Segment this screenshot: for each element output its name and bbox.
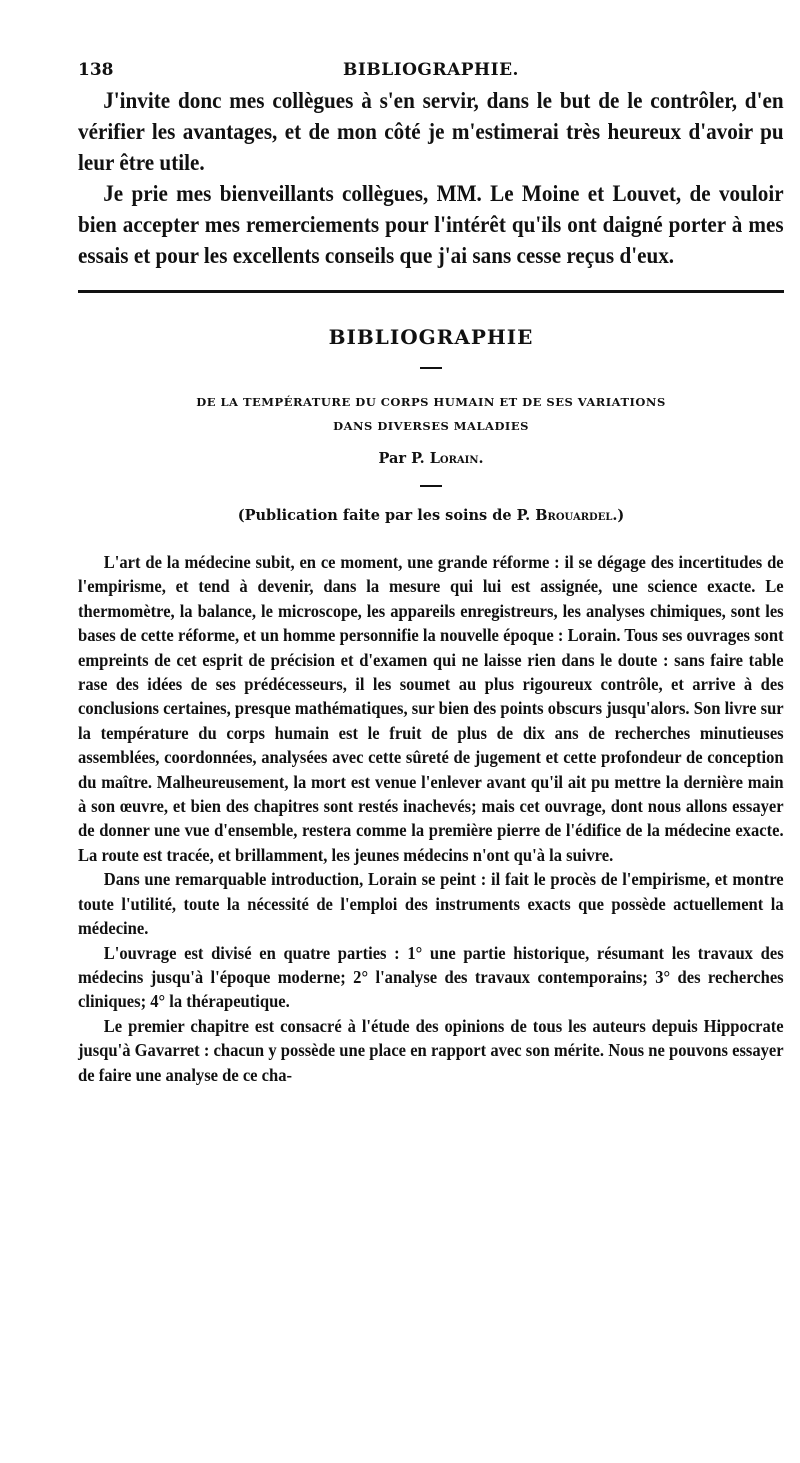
work-title-line1: DE LA TEMPÉRATURE DU CORPS HUMAIN ET DE SES VARIATIONS [196,395,666,409]
byline-prefix: Par P. [378,450,425,467]
editor-name: Brouardel.) [535,507,625,524]
author-name: Lorain. [429,450,484,467]
work-title-line2: DANS DIVERSES MALADIES [333,419,529,433]
intro-paragraph: J'invite donc mes collègues à s'en servir, dans le but de le contrôler, d'en vérifier les avantages, et de mon côté je m'estimerai très heureux d'avoir pu leur être utile. [78,88,784,176]
body-paragraph: Le premier chapitre est consacré à l'étude des opinions de tous les auteurs depuis Hippocrate jusqu'à Gavarret : chacun y possède une place en rapport avec son mérite. Nous ne pouvons essayer de faire une analyse de ce cha- [78,1015,784,1085]
body-paragraph: Dans une remarquable introduction, Lorain se peint : il fait le procès de l'empirisme, et montre toute l'utilité, toute la nécessité de l'emploi des instruments exacts que possède actuellement la médecine. [78,869,784,939]
publication-note [78,507,784,524]
running-title: BIBLIOGRAPHIE. [343,60,519,80]
section-rule [78,290,784,293]
title-dash [420,367,442,369]
section-title: BIBLIOGRAPHIE [328,325,534,349]
intro-text [78,86,784,272]
body-paragraph: L'art de la médecine subit, en ce moment, une grande réforme : il se dégage des incertitudes de l'empirisme, et tend à devenir, dans la mesure qui lui est assignée, une science exacte. Le thermomètre, la balance, le microscope, les appareils enregistreurs, les analyses chimiques, sont les bases de cette réforme, et un homme personnifie la nouvelle époque : Lorain. Tous ses ouvrages sont empreints de cet esprit de précision et d'examen qui ne laisse rien dans le doute : sans faire table rase des idées de ses prédécesseurs, il les soumet au plus rigoureux contrôle, et arrive à des conclusions certaines, presque mathématiques, sur bien des points obscurs jusqu'alors. Son livre sur la température du corps humain est le fruit de plus de dix ans de recherches minutieuses assemblées, coordonnées, analysées avec cette sûreté de jugement et cette profondeur de conception du maître. Malheureusement, la mort est venue l'enlever avant qu'il ait pu mettre la dernière main à son œuvre, et bien des chapitres sont restés inachevés; mais cet ouvrage, dont nous allons essayer de donner une vue d'ensemble, restera comme la première pierre de l'édifice de la médecine exacte. La route est tracée, et brillamment, les jeunes médecins n'ont qu'à la suivre. [78,552,784,865]
page [78,60,784,1087]
running-header [78,60,784,86]
review-body [78,550,784,1087]
page-number: 138 [78,60,114,80]
byline [78,450,784,467]
byline-dash [420,485,442,487]
intro-paragraph: Je prie mes bienveillants collègues, MM. Le Moine et Louvet, de vouloir bien accepter mes remerciements pour l'intérêt qu'ils ont daigné porter à mes essais et pour les excellents conseils que j'ai sans cesse reçus d'eux. [78,181,784,269]
publication-prefix: (Publication faite par les soins de P. [237,507,531,524]
body-paragraph: L'ouvrage est divisé en quatre parties : 1° une partie historique, résumant les travaux des médecins jusqu'à l'époque moderne; 2° l'analyse des travaux contemporains; 3° des recherches cliniques; 4° la thérapeutique. [78,942,784,1012]
